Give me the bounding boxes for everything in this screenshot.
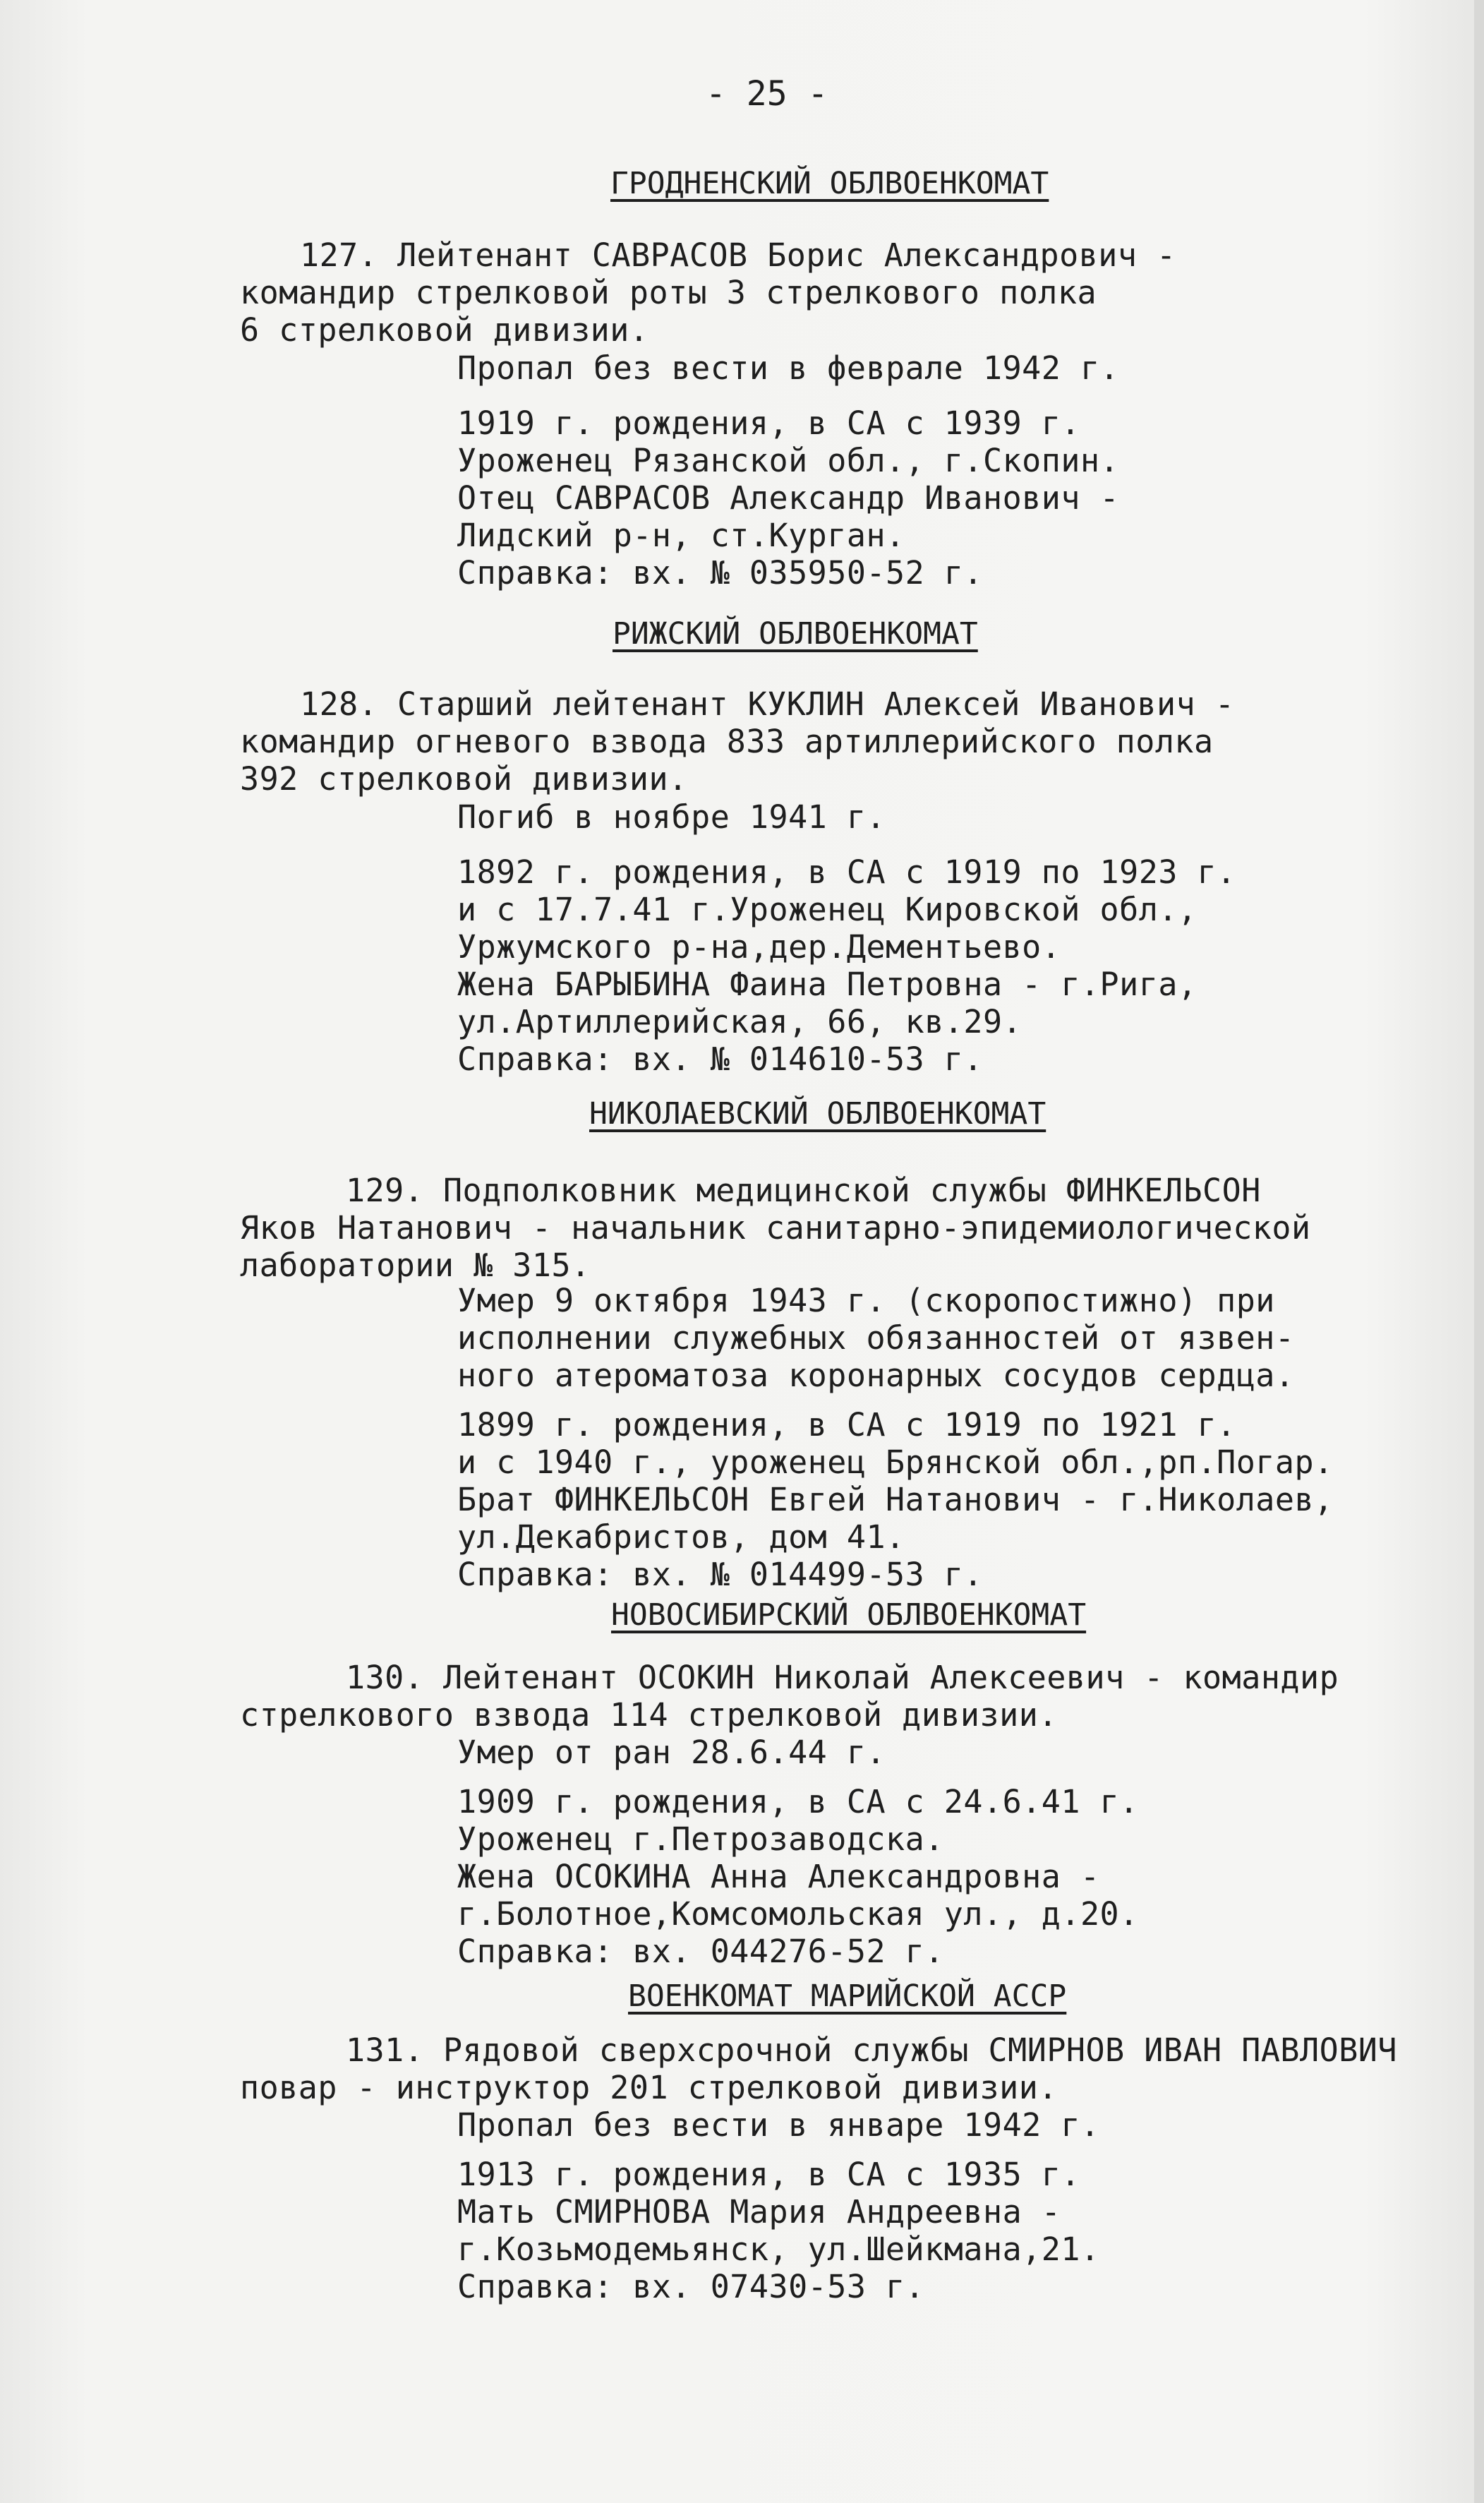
entry-line: 392 стрелковой дивизии.: [240, 760, 688, 798]
entry-line: 128. Старший лейтенант КУКЛИН Алексей Иванович -: [300, 685, 1235, 723]
entry-line: Пропал без вести в январе 1942 г.: [457, 2106, 1100, 2144]
entry-line: Жена ОСОКИНА Анна Александровна -: [457, 1858, 1100, 1895]
section-heading: НОВОСИБИРСКИЙ ОБЛВОЕНКОМАТ: [611, 1597, 1087, 1633]
entry-line: повар - инструктор 201 стрелковой дивизии.: [240, 2069, 1058, 2106]
section-heading: РИЖСКИЙ ОБЛВОЕНКОМАТ: [613, 616, 978, 652]
section-heading: НИКОЛАЕВСКИЙ ОБЛВОЕНКОМАТ: [589, 1096, 1046, 1132]
entry-line: ул.Декабристов, дом 41.: [457, 1518, 905, 1556]
entry-line: 127. Лейтенант САВРАСОВ Борис Александрович -: [300, 236, 1176, 274]
entry-line: 6 стрелковой дивизии.: [240, 311, 649, 349]
page-number: - 25 -: [706, 74, 828, 114]
entry-line: Лидский р-н, ст.Курган.: [457, 517, 905, 554]
entry-line: Уроженец Рязанской обл., г.Скопин.: [457, 442, 1120, 479]
entry-line: Жена БАРЫБИНА Фаина Петровна - г.Рига,: [457, 966, 1198, 1003]
entry-line: Умер 9 октября 1943 г. (скоропостижно) при: [457, 1282, 1275, 1319]
entry-line: исполнении служебных обязанностей от язвен-: [457, 1319, 1295, 1357]
entry-line: лаборатории № 315.: [240, 1247, 591, 1284]
entry-line: Брат ФИНКЕЛЬСОН Евгей Натанович - г.Николаев,: [457, 1481, 1334, 1518]
entry-line: Погиб в ноябре 1941 г.: [457, 798, 886, 836]
entry-line: 1919 г. рождения, в СА с 1939 г.: [457, 404, 1080, 442]
entry-line: Уроженец г.Петрозаводска.: [457, 1820, 944, 1858]
entry-line: и с 1940 г., уроженец Брянской обл.,рп.Погар.: [457, 1443, 1334, 1481]
entry-line: г.Козьмодемьянск, ул.Шейкмана,21.: [457, 2231, 1100, 2268]
entry-line: 1913 г. рождения, в СА с 1935 г.: [457, 2156, 1080, 2193]
entry-line: и с 17.7.41 г.Уроженец Кировской обл.,: [457, 891, 1198, 928]
section-heading: ГРОДНЕНСКИЙ ОБЛВОЕНКОМАТ: [610, 166, 1049, 201]
page-edge: [1474, 0, 1484, 2503]
entry-line: Мать СМИРНОВА Мария Андреевна -: [457, 2193, 1061, 2231]
entry-line: Уржумского р-на,дер.Дементьево.: [457, 928, 1061, 966]
entry-line: 130. Лейтенант ОСОКИН Николай Алексеевич - командир: [346, 1659, 1339, 1696]
entry-line: 1892 г. рождения, в СА с 1919 по 1923 г.: [457, 853, 1236, 891]
entry-line: командир стрелковой роты 3 стрелкового полка: [240, 274, 1097, 311]
entry-line: Справка: вх. 044276-52 г.: [457, 1933, 944, 1970]
entry-line: 1899 г. рождения, в СА с 1919 по 1921 г.: [457, 1406, 1236, 1443]
entry-line: Справка: вх. № 035950-52 г.: [457, 554, 983, 592]
entry-line: 1909 г. рождения, в СА с 24.6.41 г.: [457, 1783, 1139, 1820]
entry-line: стрелкового взвода 114 стрелковой дивизии.: [240, 1696, 1058, 1734]
entry-line: Яков Натанович - начальник санитарно-эпидемиологической: [240, 1209, 1311, 1247]
entry-line: 129. Подполковник медицинской службы ФИНКЕЛЬСОН: [346, 1172, 1261, 1209]
entry-line: г.Болотное,Комсомольская ул., д.20.: [457, 1895, 1139, 1933]
entry-line: Справка: вх. № 014499-53 г.: [457, 1556, 983, 1593]
section-heading: ВОЕНКОМАТ МАРИЙСКОЙ АССР: [628, 1979, 1067, 2014]
entry-line: Пропал без вести в феврале 1942 г.: [457, 349, 1120, 387]
entry-line: Отец САВРАСОВ Александр Иванович -: [457, 479, 1120, 517]
entry-line: Умер от ран 28.6.44 г.: [457, 1734, 886, 1771]
entry-line: 131. Рядовой сверхсрочной службы СМИРНОВ ИВАН ПАВЛОВИЧ: [346, 2031, 1397, 2069]
entry-line: ул.Артиллерийская, 66, кв.29.: [457, 1003, 1022, 1040]
entry-line: командир огневого взвода 833 артиллерийского полка: [240, 723, 1214, 760]
entry-line: Справка: вх. № 014610-53 г.: [457, 1040, 983, 1078]
entry-line: ного атероматоза коронарных сосудов сердца.: [457, 1357, 1295, 1394]
entry-line: Справка: вх. 07430-53 г.: [457, 2268, 925, 2305]
